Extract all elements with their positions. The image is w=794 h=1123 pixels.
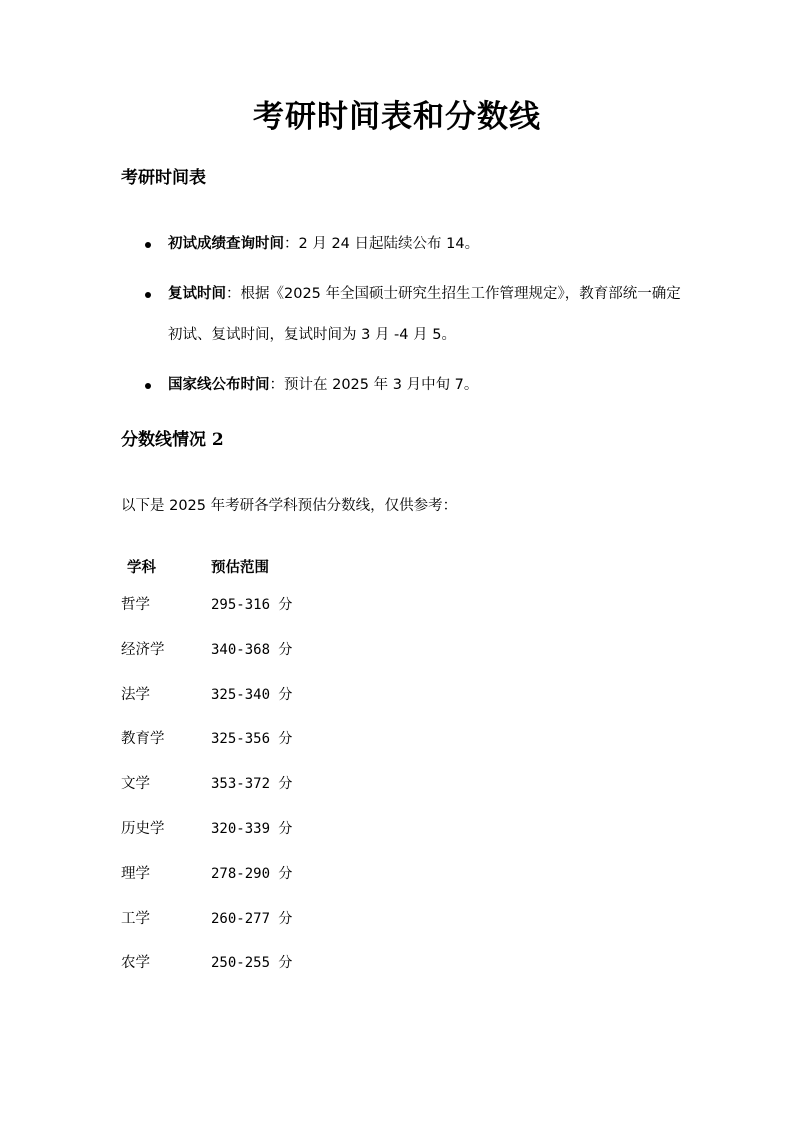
document-title: 考研时间表和分数线	[253, 99, 541, 135]
schedule-item-text: ：2 月 24 日起陆续公布 14。	[284, 236, 480, 252]
schedule-item-text: ：预计在 2025 年 3 月中旬 7。	[269, 377, 479, 393]
schedule-item-key: 初试成绩查询时间	[168, 236, 284, 252]
table-row	[121, 717, 381, 762]
scores-intro: 以下是 2025 年考研各学科预估分数线，仅供参考：	[121, 498, 458, 514]
table-row	[121, 897, 381, 942]
range-cell: 325-356 分	[211, 731, 293, 748]
subject-cell: 理学	[121, 865, 150, 882]
subject-cell: 法学	[121, 686, 150, 703]
score-table	[121, 553, 381, 986]
range-cell: 340-368 分	[211, 641, 293, 658]
table-row	[121, 807, 381, 852]
schedule-list	[121, 224, 691, 415]
table-row	[121, 762, 381, 807]
schedule-item-retest	[121, 274, 691, 356]
subject-cell: 工学	[121, 910, 150, 927]
bullet-icon	[145, 292, 151, 298]
column-header-range: 预估范围	[211, 560, 269, 576]
schedule-item-national-line	[121, 365, 691, 406]
schedule-item-key: 国家线公布时间	[168, 377, 270, 393]
schedule-item-key: 复试时间	[168, 286, 226, 302]
subject-cell: 哲学	[121, 597, 150, 613]
schedule-heading: 考研时间表	[121, 168, 206, 188]
table-row	[121, 852, 381, 897]
range-cell: 320-339 分	[211, 820, 293, 837]
range-cell: 325-340 分	[211, 686, 293, 703]
scores-heading: 分数线情况 2	[121, 430, 224, 450]
subject-cell: 文学	[121, 776, 150, 793]
bullet-icon	[145, 383, 151, 389]
table-row	[121, 941, 381, 986]
range-cell: 295-316 分	[211, 597, 293, 613]
table-row	[121, 628, 381, 673]
table-row	[121, 583, 381, 628]
subject-cell: 教育学	[121, 731, 165, 748]
subject-cell: 经济学	[121, 641, 165, 658]
range-cell: 278-290 分	[211, 865, 293, 882]
range-cell: 260-277 分	[211, 910, 293, 927]
column-header-subject: 学科	[127, 560, 156, 576]
range-cell: 250-255 分	[211, 955, 293, 972]
table-row	[121, 673, 381, 718]
table-header-row	[121, 553, 381, 583]
bullet-icon	[145, 242, 151, 248]
schedule-item-text: ：根据《2025 年全国硕士研究生招生工作管理规定》，教育部统一确定初试、复试时间，复试时间为 3 月 -4 月 5。	[168, 286, 681, 343]
range-cell: 353-372 分	[211, 776, 293, 793]
schedule-item-initial-results	[121, 224, 691, 265]
subject-cell: 历史学	[121, 820, 165, 837]
subject-cell: 农学	[121, 955, 150, 972]
